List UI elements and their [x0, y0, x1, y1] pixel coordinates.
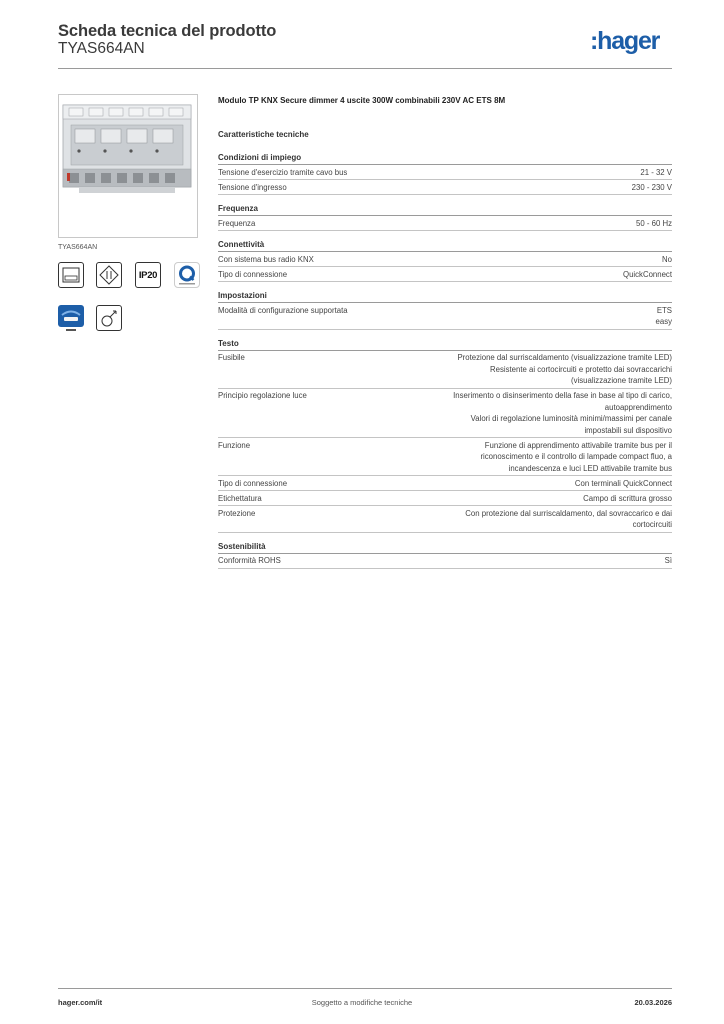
- spec-row: [218, 180, 672, 195]
- knx-bus-icon: [58, 262, 84, 288]
- spec-value: QuickConnect: [623, 269, 672, 279]
- spec-value: Protezione dal surriscaldamento (visualizzazione tramite LED) Resistente ai cortocircuiti e protetto dai sovraccarichi (visualizzazione tramite LED): [457, 353, 672, 385]
- spec-label: Con sistema bus radio KNX: [218, 254, 314, 264]
- spec-label: Frequenza: [218, 218, 256, 228]
- spec-value: Funzione di apprendimento attivabile tramite bus per il riconoscimento e il controllo di lampade compact fluo, a incandescenza e luci LED attivabile tramite bus: [480, 440, 672, 473]
- spec-label: Tensione d'ingresso: [218, 182, 287, 192]
- dimmer-module-illustration: [59, 95, 197, 237]
- spec-section-title: Sostenibilità: [218, 542, 672, 554]
- spec-row: [218, 506, 672, 533]
- spec-section: [218, 204, 672, 231]
- footer-divider: [58, 988, 672, 989]
- spec-row: [218, 476, 672, 491]
- spec-value: Con terminali QuickConnect: [574, 478, 672, 488]
- spec-value: Campo di scrittura grosso: [583, 493, 672, 503]
- spec-value: No: [662, 254, 672, 264]
- spec-section: [218, 153, 672, 195]
- ip20-label: IP20: [138, 269, 158, 281]
- spec-section-title: Impostazioni: [218, 291, 672, 303]
- spec-row: [218, 554, 672, 569]
- spec-value: 50 - 60 Hz: [636, 218, 672, 228]
- page-title: Scheda tecnica del prodotto: [58, 22, 277, 40]
- spec-value: ETS easy: [655, 305, 672, 326]
- product-code-heading: TYAS664AN: [58, 40, 145, 57]
- footer-website: hager.com/it: [58, 998, 103, 1007]
- footer-date: 20.03.2026: [634, 998, 672, 1007]
- spec-row: [218, 303, 672, 330]
- lamp-load-icon: [96, 305, 122, 331]
- spec-section: [218, 542, 672, 569]
- spec-row: [218, 252, 672, 267]
- quickconnect-icon: [174, 262, 200, 288]
- spec-label: Fusibile: [218, 353, 245, 362]
- spec-content: [218, 96, 672, 574]
- double-insulation-icon: [96, 262, 122, 288]
- header-divider: [58, 68, 672, 69]
- spec-section: [218, 240, 672, 282]
- spec-label: Protezione: [218, 508, 256, 518]
- hager-logo: :hager: [590, 27, 660, 55]
- spec-label: Tipo di connessione: [218, 478, 288, 488]
- spec-value: Con protezione dal surriscaldamento, dal sovraccarico e dai cortocircuiti: [465, 508, 672, 529]
- spec-section: [218, 291, 672, 330]
- spec-section-title: Testo: [218, 339, 672, 351]
- spec-value: 21 - 32 V: [640, 167, 672, 177]
- spec-section-title: Connettività: [218, 240, 672, 252]
- spec-section-title: Condizioni di impiego: [218, 153, 672, 165]
- ets-software-icon: [58, 303, 84, 333]
- spec-sections: [218, 153, 672, 569]
- product-photo: [58, 94, 198, 238]
- spec-row: [218, 491, 672, 506]
- spec-section: [218, 339, 672, 533]
- spec-row: [218, 438, 672, 476]
- ip20-rating-icon: [135, 262, 161, 288]
- spec-label: Principio regolazione luce: [218, 391, 307, 400]
- specs-heading: Caratteristiche tecniche: [218, 130, 309, 139]
- spec-row: [218, 389, 672, 439]
- spec-row: [218, 267, 672, 282]
- spec-label: Etichettatura: [218, 493, 262, 503]
- product-description: Modulo TP KNX Secure dimmer 4 uscite 300W combinabili 230V AC ETS 8M: [218, 96, 506, 105]
- spec-row: [218, 165, 672, 180]
- spec-section-title: Frequenza: [218, 204, 672, 216]
- product-photo-caption: TYAS664AN: [58, 244, 98, 251]
- spec-value: Inserimento o disinserimento della fase in base al tipo di carico, autoapprendimento Valori di regolazione luminosità minimi/massimi per canale impostabili sul dispositivo: [453, 391, 672, 435]
- spec-value: Sì: [664, 556, 672, 565]
- spec-label: Tensione d'esercizio tramite cavo bus: [218, 167, 348, 177]
- spec-row: [218, 351, 672, 389]
- spec-label: Modalità di configurazione supportata: [218, 305, 348, 315]
- spec-row: [218, 216, 672, 231]
- spec-label: Tipo di connessione: [218, 269, 288, 279]
- spec-label: Funzione: [218, 440, 251, 450]
- footer-note: Soggetto a modifiche tecniche: [311, 998, 413, 1007]
- spec-label: Conformità ROHS: [218, 556, 281, 565]
- spec-value: 230 - 230 V: [631, 182, 672, 192]
